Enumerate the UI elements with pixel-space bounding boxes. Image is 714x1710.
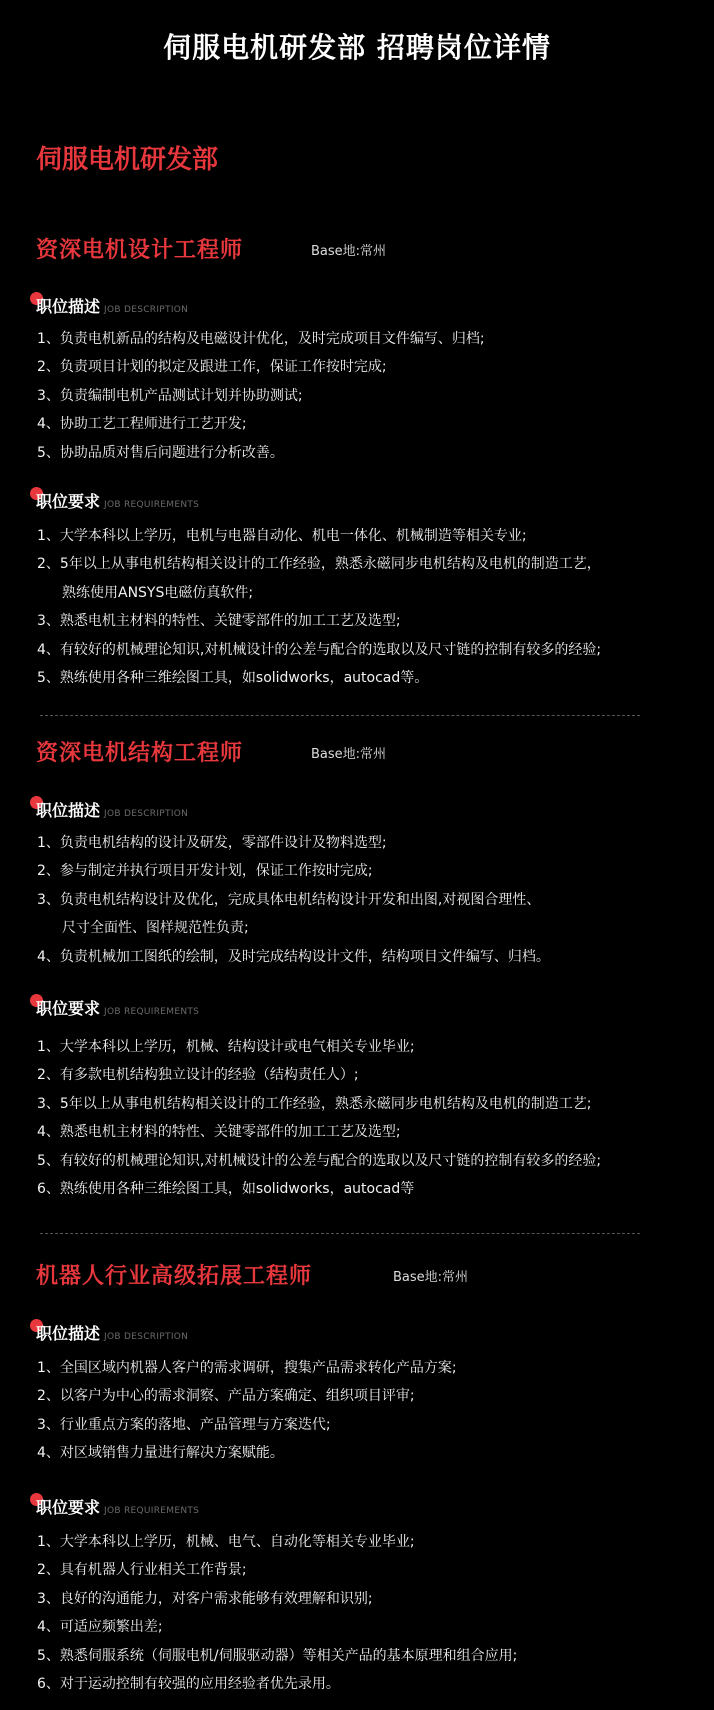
- description-item: 1、全国区域内机器人客户的需求调研，搜集产品需求转化产品方案;: [37, 1360, 457, 1376]
- description-item: 2、参与制定并执行项目开发计划，保证工作按时完成;: [37, 863, 373, 879]
- job-location: Base地:常州: [311, 747, 387, 762]
- section-subtitle: JOB REQUIREMENTS: [104, 1007, 200, 1017]
- section-title: 职位要求: [36, 1498, 101, 1517]
- section-title: 职位描述: [36, 297, 101, 316]
- job-description-heading: [32, 295, 188, 319]
- requirement-item: 6、对于运动控制有较强的应用经验者优先录用。: [37, 1676, 340, 1692]
- section-title: 职位描述: [36, 801, 101, 820]
- description-item: 3、负责编制电机产品测试计划并协助测试;: [37, 388, 303, 404]
- job-requirements-heading: [32, 490, 199, 514]
- requirement-item: 3、良好的沟通能力，对客户需求能够有效理解和识别;: [37, 1591, 373, 1607]
- requirement-item: 3、熟悉电机主材料的特性、关键零部件的加工工艺及选型;: [37, 613, 401, 629]
- page-title: 伺服电机研发部 招聘岗位详情: [163, 31, 551, 64]
- description-item: 1、负责电机新品的结构及电磁设计优化，及时完成项目文件编写、归档;: [37, 331, 485, 347]
- description-item: 2、以客户为中心的需求洞察、产品方案确定、组织项目评审;: [37, 1388, 415, 1404]
- description-item: 尺寸全面性、图样规范性负责;: [62, 920, 249, 936]
- section-subtitle: JOB REQUIREMENTS: [104, 1506, 200, 1516]
- section-divider: [40, 1233, 640, 1234]
- job-location: Base地:常州: [311, 244, 387, 259]
- section-title: 职位描述: [36, 1324, 101, 1343]
- section-divider: [40, 715, 640, 716]
- description-item: 4、对区域销售力量进行解决方案赋能。: [37, 1445, 284, 1461]
- requirement-item: 3、5年以上从事电机结构相关设计的工作经验，熟悉永磁同步电机结构及电机的制造工艺;: [37, 1096, 592, 1112]
- job-title: 资深电机结构工程师: [36, 741, 244, 766]
- requirement-item: 1、大学本科以上学历，机械、电气、自动化等相关专业毕业;: [37, 1534, 415, 1550]
- job-description-heading: [32, 1322, 188, 1346]
- requirement-item: 1、大学本科以上学历，电机与电器自动化、机电一体化、机械制造等相关专业;: [37, 528, 527, 544]
- requirement-item: 5、有较好的机械理论知识,对机械设计的公差与配合的选取以及尺寸链的控制有较多的经验;: [37, 1153, 602, 1169]
- department-heading: 伺服电机研发部: [36, 145, 219, 175]
- job-location: Base地:常州: [393, 1270, 469, 1285]
- job-title: 资深电机设计工程师: [36, 238, 244, 263]
- section-subtitle: JOB DESCRIPTION: [104, 305, 189, 315]
- requirement-item: 2、具有机器人行业相关工作背景;: [37, 1562, 247, 1578]
- requirement-item: 4、熟悉电机主材料的特性、关键零部件的加工工艺及选型;: [37, 1124, 401, 1140]
- section-subtitle: JOB DESCRIPTION: [104, 809, 189, 819]
- requirement-item: 1、大学本科以上学历，机械、结构设计或电气相关专业毕业;: [37, 1039, 415, 1055]
- job-requirements-heading: [32, 1496, 199, 1520]
- section-title: 职位要求: [36, 492, 101, 511]
- description-item: 5、协助品质对售后问题进行分析改善。: [37, 445, 284, 461]
- job-requirements-heading: [32, 997, 199, 1021]
- section-subtitle: JOB DESCRIPTION: [104, 1332, 189, 1342]
- description-item: 3、负责电机结构设计及优化，完成具体电机结构设计开发和出图,对视图合理性、: [37, 892, 541, 908]
- description-item: 1、负责电机结构的设计及研发，零部件设计及物料选型;: [37, 835, 387, 851]
- description-item: 4、协助工艺工程师进行工艺开发;: [37, 416, 247, 432]
- description-item: 4、负责机械加工图纸的绘制，及时完成结构设计文件，结构项目文件编写、归档。: [37, 949, 550, 965]
- requirement-item: 2、5年以上从事电机结构相关设计的工作经验，熟悉永磁同步电机结构及电机的制造工艺，: [37, 556, 601, 572]
- description-item: 3、行业重点方案的落地、产品管理与方案迭代;: [37, 1417, 331, 1433]
- requirement-item: 4、可适应频繁出差;: [37, 1619, 163, 1635]
- job-description-heading: [32, 799, 188, 823]
- job-title: 机器人行业高级拓展工程师: [36, 1264, 313, 1289]
- description-item: 2、负责项目计划的拟定及跟进工作，保证工作按时完成;: [37, 359, 387, 375]
- requirement-item: 5、熟练使用各种三维绘图工具，如solidworks，autocad等。: [37, 670, 429, 686]
- requirement-item: 4、有较好的机械理论知识,对机械设计的公差与配合的选取以及尺寸链的控制有较多的经验;: [37, 642, 602, 658]
- requirement-item: 6、熟练使用各种三维绘图工具，如solidworks，autocad等: [37, 1181, 415, 1197]
- requirement-item: 5、熟悉伺服系统（伺服电机/伺服驱动器）等相关产品的基本原理和组合应用;: [37, 1648, 518, 1664]
- section-subtitle: JOB REQUIREMENTS: [104, 500, 200, 510]
- requirement-item: 2、有多款电机结构独立设计的经验（结构责任人）;: [37, 1067, 359, 1083]
- requirement-item: 熟练使用ANSYS电磁仿真软件;: [62, 585, 254, 601]
- section-title: 职位要求: [36, 999, 101, 1018]
